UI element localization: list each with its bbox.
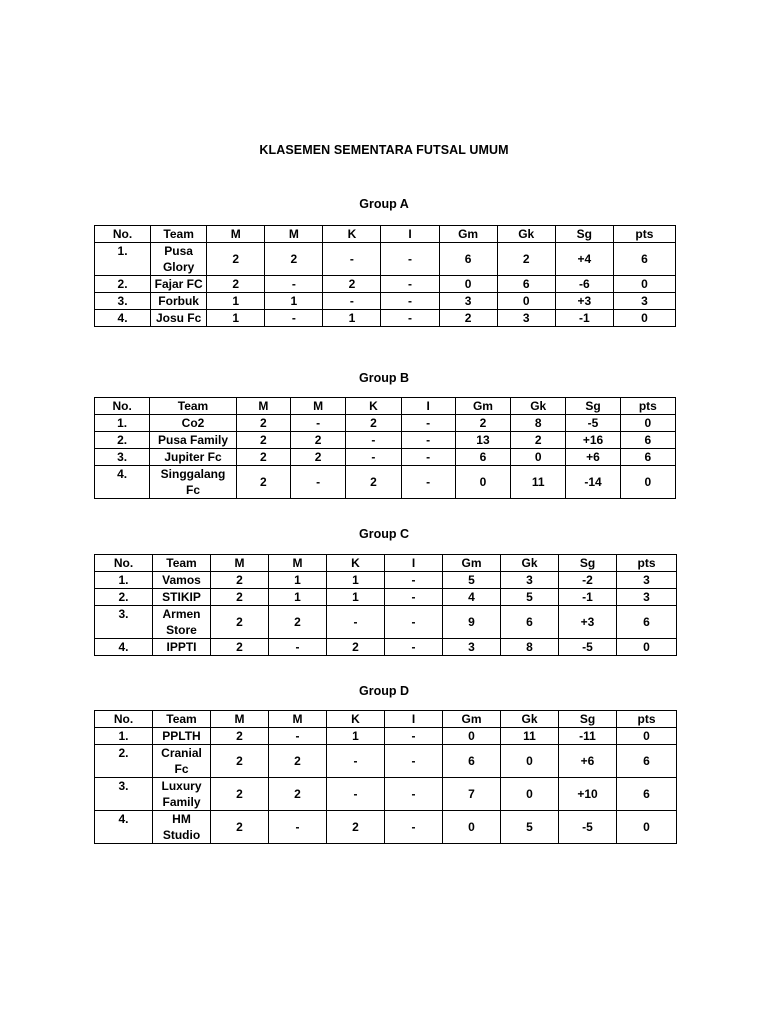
cell-team: Co2 <box>150 415 236 432</box>
cell-draw: - <box>381 310 439 327</box>
cell-no: 4. <box>95 310 151 327</box>
cell-played: 2 <box>236 415 290 432</box>
cell-draw: - <box>381 293 439 310</box>
cell-lost: - <box>327 745 385 778</box>
header-goals-against: Gk <box>497 226 555 243</box>
header-played: M <box>211 711 269 728</box>
header-lost: K <box>327 555 385 572</box>
table-row <box>95 745 677 778</box>
cell-won: - <box>290 415 345 432</box>
cell-goals-for: 9 <box>443 606 501 639</box>
header-goals-for: Gm <box>439 226 497 243</box>
cell-goal-diff: +3 <box>559 606 617 639</box>
cell-played: 2 <box>236 432 290 449</box>
cell-played: 2 <box>207 276 265 293</box>
group-c-title: Group C <box>359 527 409 541</box>
cell-goal-diff: +10 <box>559 778 617 811</box>
cell-team: Forbuk <box>151 293 207 310</box>
cell-goal-diff: +3 <box>555 293 613 310</box>
table-row <box>95 639 677 656</box>
header-row <box>95 555 677 572</box>
cell-points: 6 <box>620 432 675 449</box>
cell-draw: - <box>385 728 443 745</box>
cell-lost: 2 <box>346 415 401 432</box>
cell-goal-diff: -14 <box>566 466 620 499</box>
cell-won: 2 <box>269 745 327 778</box>
cell-won: 2 <box>265 243 323 276</box>
group-d-title: Group D <box>359 684 409 698</box>
cell-goals-for: 4 <box>443 589 501 606</box>
cell-goal-diff: +6 <box>559 745 617 778</box>
cell-goals-against: 3 <box>501 572 559 589</box>
cell-goals-for: 2 <box>455 415 510 432</box>
cell-goals-against: 0 <box>501 778 559 811</box>
cell-draw: - <box>381 276 439 293</box>
cell-goal-diff: -6 <box>555 276 613 293</box>
cell-team: Pusa Glory <box>151 243 207 276</box>
cell-lost: 1 <box>327 572 385 589</box>
cell-draw: - <box>381 243 439 276</box>
cell-goals-for: 0 <box>443 811 501 844</box>
table-row <box>95 415 676 432</box>
cell-points: 0 <box>617 728 677 745</box>
cell-team: Josu Fc <box>151 310 207 327</box>
table-row <box>95 589 677 606</box>
group-a-title: Group A <box>359 197 409 211</box>
cell-won: 2 <box>269 606 327 639</box>
header-points: pts <box>617 711 677 728</box>
cell-team: Vamos <box>153 572 211 589</box>
cell-won: - <box>265 310 323 327</box>
cell-goal-diff: -5 <box>566 415 620 432</box>
cell-played: 2 <box>236 449 290 466</box>
cell-draw: - <box>385 745 443 778</box>
cell-points: 6 <box>613 243 675 276</box>
table-row <box>95 432 676 449</box>
cell-team: Jupiter Fc <box>150 449 236 466</box>
group-b-title: Group B <box>359 371 409 385</box>
cell-points: 0 <box>620 415 675 432</box>
cell-played: 2 <box>211 639 269 656</box>
cell-played: 2 <box>211 811 269 844</box>
cell-played: 2 <box>211 728 269 745</box>
cell-team: STIKIP <box>153 589 211 606</box>
header-team: Team <box>150 398 236 415</box>
header-goals-against: Gk <box>501 555 559 572</box>
cell-goal-diff: +16 <box>566 432 620 449</box>
cell-goals-for: 3 <box>443 639 501 656</box>
header-no: No. <box>95 398 150 415</box>
cell-lost: 2 <box>323 276 381 293</box>
cell-goals-against: 11 <box>511 466 566 499</box>
cell-played: 1 <box>207 293 265 310</box>
header-played: M <box>236 398 290 415</box>
table-row <box>95 293 676 310</box>
cell-draw: - <box>385 572 443 589</box>
cell-goals-against: 3 <box>497 310 555 327</box>
cell-goals-for: 0 <box>455 466 510 499</box>
cell-lost: 1 <box>327 728 385 745</box>
cell-goal-diff: -5 <box>559 639 617 656</box>
header-draw: I <box>385 555 443 572</box>
cell-draw: - <box>385 589 443 606</box>
cell-lost: - <box>323 243 381 276</box>
table-row <box>95 811 677 844</box>
cell-goals-for: 6 <box>455 449 510 466</box>
cell-goals-for: 13 <box>455 432 510 449</box>
cell-won: 1 <box>269 572 327 589</box>
cell-team: HM Studio <box>153 811 211 844</box>
cell-won: - <box>269 639 327 656</box>
header-lost: K <box>346 398 401 415</box>
header-won: M <box>265 226 323 243</box>
cell-team: Fajar FC <box>151 276 207 293</box>
cell-lost: - <box>327 778 385 811</box>
header-team: Team <box>151 226 207 243</box>
cell-no: 3. <box>95 606 153 639</box>
cell-no: 4. <box>95 466 150 499</box>
cell-goal-diff: -11 <box>559 728 617 745</box>
header-won: M <box>290 398 345 415</box>
cell-team: Pusa Family <box>150 432 236 449</box>
cell-goals-against: 5 <box>501 589 559 606</box>
cell-goals-for: 0 <box>439 276 497 293</box>
cell-team: IPPTI <box>153 639 211 656</box>
cell-played: 2 <box>211 745 269 778</box>
header-goals-for: Gm <box>455 398 510 415</box>
header-points: pts <box>613 226 675 243</box>
table-row <box>95 606 677 639</box>
table-row <box>95 449 676 466</box>
cell-no: 2. <box>95 276 151 293</box>
group-a-table <box>94 225 676 327</box>
cell-points: 0 <box>613 276 675 293</box>
cell-lost: 2 <box>327 811 385 844</box>
cell-goals-for: 3 <box>439 293 497 310</box>
cell-points: 6 <box>620 449 675 466</box>
header-no: No. <box>95 555 153 572</box>
cell-lost: - <box>323 293 381 310</box>
cell-played: 1 <box>207 310 265 327</box>
cell-points: 6 <box>617 778 677 811</box>
cell-goals-against: 2 <box>497 243 555 276</box>
header-team: Team <box>153 555 211 572</box>
cell-goals-against: 2 <box>511 432 566 449</box>
cell-no: 4. <box>95 811 153 844</box>
header-draw: I <box>381 226 439 243</box>
cell-team: Singgalang Fc <box>150 466 236 499</box>
cell-draw: - <box>401 415 455 432</box>
cell-goals-against: 11 <box>501 728 559 745</box>
cell-draw: - <box>401 432 455 449</box>
cell-goals-against: 6 <box>497 276 555 293</box>
cell-team: PPLTH <box>153 728 211 745</box>
cell-points: 6 <box>617 606 677 639</box>
header-played: M <box>207 226 265 243</box>
cell-points: 3 <box>617 572 677 589</box>
cell-won: - <box>269 728 327 745</box>
table-row <box>95 728 677 745</box>
group-c-table <box>94 554 677 656</box>
group-b-table <box>94 397 676 499</box>
cell-goals-against: 0 <box>501 745 559 778</box>
cell-won: 1 <box>265 293 323 310</box>
header-goals-for: Gm <box>443 555 501 572</box>
cell-goals-against: 8 <box>501 639 559 656</box>
header-row <box>95 711 677 728</box>
cell-goals-against: 8 <box>511 415 566 432</box>
table-row <box>95 310 676 327</box>
header-goal-diff: Sg <box>559 555 617 572</box>
cell-points: 0 <box>617 639 677 656</box>
cell-lost: 2 <box>346 466 401 499</box>
cell-goal-diff: -5 <box>559 811 617 844</box>
cell-goals-for: 5 <box>443 572 501 589</box>
cell-draw: - <box>401 466 455 499</box>
cell-goals-for: 7 <box>443 778 501 811</box>
cell-lost: - <box>346 432 401 449</box>
cell-goals-against: 0 <box>511 449 566 466</box>
cell-won: - <box>269 811 327 844</box>
cell-no: 4. <box>95 639 153 656</box>
cell-lost: - <box>327 606 385 639</box>
header-points: pts <box>620 398 675 415</box>
cell-draw: - <box>385 606 443 639</box>
cell-goal-diff: +6 <box>566 449 620 466</box>
cell-no: 2. <box>95 745 153 778</box>
header-played: M <box>211 555 269 572</box>
cell-goal-diff: -2 <box>559 572 617 589</box>
cell-goals-for: 2 <box>439 310 497 327</box>
cell-played: 2 <box>207 243 265 276</box>
cell-draw: - <box>401 449 455 466</box>
cell-goal-diff: +4 <box>555 243 613 276</box>
cell-goals-for: 0 <box>443 728 501 745</box>
cell-won: 1 <box>269 589 327 606</box>
cell-no: 3. <box>95 778 153 811</box>
cell-lost: 2 <box>327 639 385 656</box>
header-team: Team <box>153 711 211 728</box>
header-no: No. <box>95 711 153 728</box>
header-goal-diff: Sg <box>555 226 613 243</box>
header-lost: K <box>323 226 381 243</box>
header-goals-against: Gk <box>501 711 559 728</box>
header-goals-for: Gm <box>443 711 501 728</box>
cell-goals-against: 5 <box>501 811 559 844</box>
cell-draw: - <box>385 811 443 844</box>
header-row <box>95 398 676 415</box>
cell-lost: - <box>346 449 401 466</box>
cell-points: 0 <box>617 811 677 844</box>
cell-played: 2 <box>211 572 269 589</box>
table-row <box>95 466 676 499</box>
table-row <box>95 243 676 276</box>
cell-points: 0 <box>613 310 675 327</box>
page-title: KLASEMEN SEMENTARA FUTSAL UMUM <box>259 143 509 157</box>
header-won: M <box>269 711 327 728</box>
cell-played: 2 <box>211 606 269 639</box>
table-row <box>95 572 677 589</box>
cell-points: 0 <box>620 466 675 499</box>
cell-goals-for: 6 <box>439 243 497 276</box>
cell-goal-diff: -1 <box>559 589 617 606</box>
cell-won: 2 <box>290 449 345 466</box>
header-won: M <box>269 555 327 572</box>
cell-won: - <box>265 276 323 293</box>
cell-no: 1. <box>95 243 151 276</box>
cell-goals-against: 6 <box>501 606 559 639</box>
group-d-table <box>94 710 677 844</box>
cell-no: 2. <box>95 432 150 449</box>
cell-points: 3 <box>617 589 677 606</box>
cell-goal-diff: -1 <box>555 310 613 327</box>
header-lost: K <box>327 711 385 728</box>
cell-no: 2. <box>95 589 153 606</box>
cell-no: 3. <box>95 293 151 310</box>
cell-lost: 1 <box>327 589 385 606</box>
cell-no: 1. <box>95 728 153 745</box>
cell-no: 1. <box>95 415 150 432</box>
cell-played: 2 <box>211 778 269 811</box>
cell-no: 3. <box>95 449 150 466</box>
header-points: pts <box>617 555 677 572</box>
cell-won: 2 <box>269 778 327 811</box>
cell-no: 1. <box>95 572 153 589</box>
table-row <box>95 276 676 293</box>
header-draw: I <box>401 398 455 415</box>
cell-won: - <box>290 466 345 499</box>
header-row <box>95 226 676 243</box>
cell-won: 2 <box>290 432 345 449</box>
cell-points: 6 <box>617 745 677 778</box>
cell-played: 2 <box>211 589 269 606</box>
cell-points: 3 <box>613 293 675 310</box>
cell-lost: 1 <box>323 310 381 327</box>
cell-played: 2 <box>236 466 290 499</box>
header-goals-against: Gk <box>511 398 566 415</box>
header-goal-diff: Sg <box>566 398 620 415</box>
cell-goals-against: 0 <box>497 293 555 310</box>
table-row <box>95 778 677 811</box>
cell-team: Armen Store <box>153 606 211 639</box>
cell-team: Luxury Family <box>153 778 211 811</box>
cell-draw: - <box>385 778 443 811</box>
cell-goals-for: 6 <box>443 745 501 778</box>
header-draw: I <box>385 711 443 728</box>
cell-draw: - <box>385 639 443 656</box>
header-no: No. <box>95 226 151 243</box>
cell-team: Cranial Fc <box>153 745 211 778</box>
header-goal-diff: Sg <box>559 711 617 728</box>
